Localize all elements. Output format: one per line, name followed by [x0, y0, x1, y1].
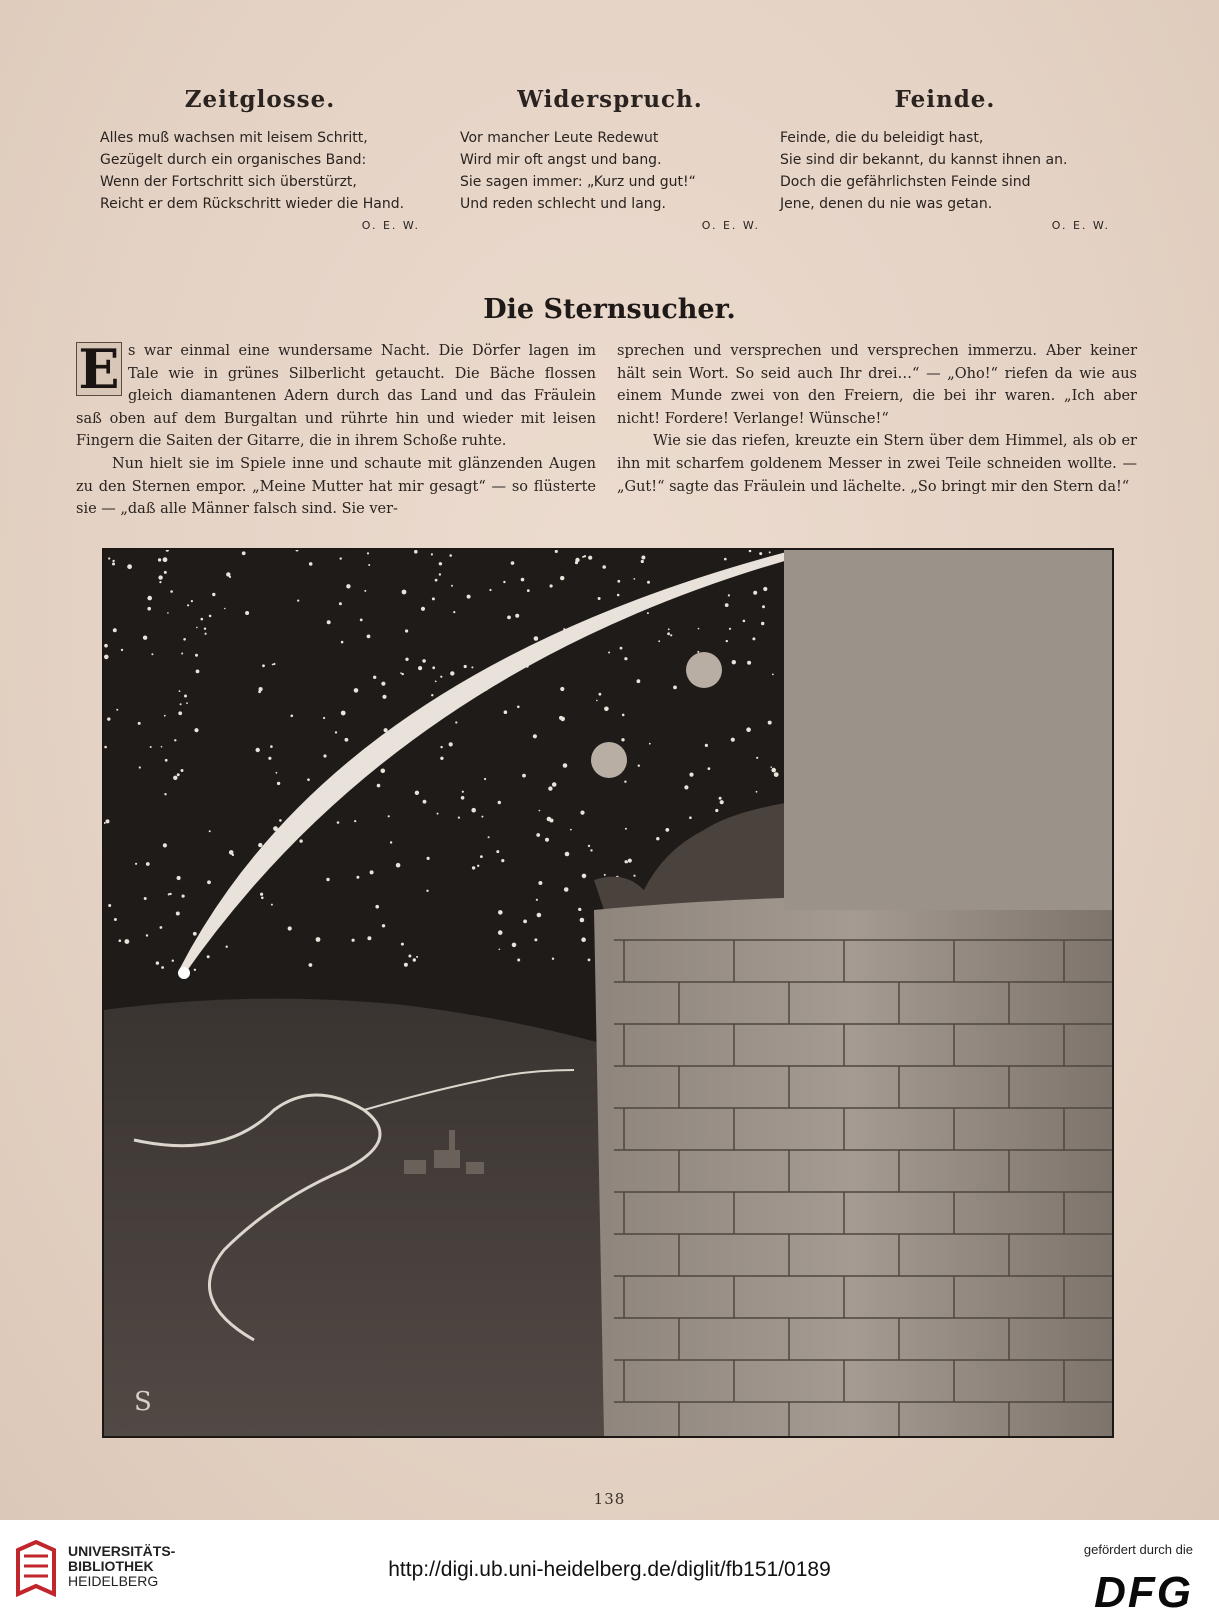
poem-line: Gezügelt durch ein organisches Band: [100, 152, 367, 168]
poem-title: Zeitglosse. [184, 86, 336, 113]
story-text: s war einmal eine wundersame Nacht. Die Dörfer lagen im Tale wie in grünes Silberlicht getaucht. Die Bäche flossen gleich diamantenen Adern durch das Land und das Fräulein saß oben auf dem Burgaltan und rührte hin und wieder mit leisen Fingern die Saiten der Gitarre, die in ihrem Schoße ruhte. [76, 343, 596, 450]
library-name-line: HEIDELBERG [68, 1573, 159, 1589]
falling-star [178, 967, 190, 979]
footer-bar [0, 1520, 1219, 1621]
source-url-link[interactable]: http://digi.ub.uni-heidelberg.de/diglit/fb151/0189 [388, 1558, 831, 1581]
illustration-artwork [104, 550, 1112, 1436]
poem-line: Wenn der Fortschritt sich überstürzt, [100, 174, 357, 190]
poem-line: Doch die gefährlichsten Feinde sind [780, 174, 1031, 190]
poem-widerspruch [460, 86, 760, 232]
story-title: Die Sternsucher. [483, 294, 736, 325]
poem-line: Und reden schlecht und lang. [460, 196, 666, 212]
poem-line: Jene, denen du nie was getan. [780, 196, 993, 212]
tower-balcony [594, 897, 1112, 1436]
poem-title: Widerspruch. [517, 86, 703, 113]
poem-line: Vor mancher Leute Redewut [460, 130, 659, 146]
young-man-head [591, 742, 627, 778]
poem-line: Alles muß wachsen mit leisem Schritt, [100, 130, 368, 146]
poem-line: Feinde, die du beleidigt hast, [780, 130, 984, 146]
poem-zeitglosse [100, 86, 420, 232]
story-paragraph: Wie sie das riefen, kreuzte ein Stern über dem Himmel, als ob er ihn mit scharfem goldenem Messer in zwei Teile schneiden wollte. — „Gut!“ sagte das Fräulein und lächelte. „So bringt mir den Stern da!“ [617, 433, 1137, 495]
artist-monogram: S [134, 1387, 152, 1417]
poem-signature: O. E. W. [701, 219, 760, 232]
story-column-right [617, 340, 1137, 498]
story-column-left [76, 337, 596, 521]
library-name-line: UNIVERSITÄTS- [68, 1543, 176, 1559]
story-paragraph: sprechen und versprechen und versprechen immerzu. Aber keiner hält sein Wort. So seid auch Ihr drei…“ — „Oho!“ riefen da wie aus einem Munde zwei von den Freiern, die bei ihr waren. „Ich aber nicht! Fordere! Verlange! Wünsche!“ [617, 343, 1137, 427]
poem-line: Sie sind dir bekannt, du kannst ihnen an. [780, 152, 1068, 168]
valley-landscape [104, 999, 624, 1436]
funded-by-label: gefördert durch die [1083, 1542, 1193, 1557]
star-seekers-illustration [102, 548, 1114, 1438]
tower-upper [784, 550, 1112, 910]
library-name-line: BIBLIOTHEK [68, 1558, 154, 1574]
story-paragraph [76, 337, 596, 453]
poem-feinde [780, 86, 1110, 232]
poem-signature: O. E. W. [1051, 219, 1110, 232]
page-number: 138 [593, 1490, 626, 1508]
poem-title: Feinde. [894, 86, 996, 113]
poem-signature: O. E. W. [361, 219, 420, 232]
dfg-logo[interactable]: DFG [1094, 1568, 1193, 1617]
poem-line: Reicht er dem Rückschritt wieder die Hand. [100, 196, 405, 212]
poem-line: Wird mir oft angst und bang. [460, 152, 662, 168]
story-paragraph: Nun hielt sie im Spiele inne und schaute mit glänzenden Augen zu den Sternen empor. „Meine Mutter hat mir gesagt“ — so flüsterte sie — „daß alle Männer falsch sind. Sie ver- [76, 455, 596, 518]
poem-line: Sie sagen immer: „Kurz und gut!“ [460, 174, 696, 190]
old-man-head [686, 652, 722, 688]
drop-cap: E [76, 342, 122, 396]
